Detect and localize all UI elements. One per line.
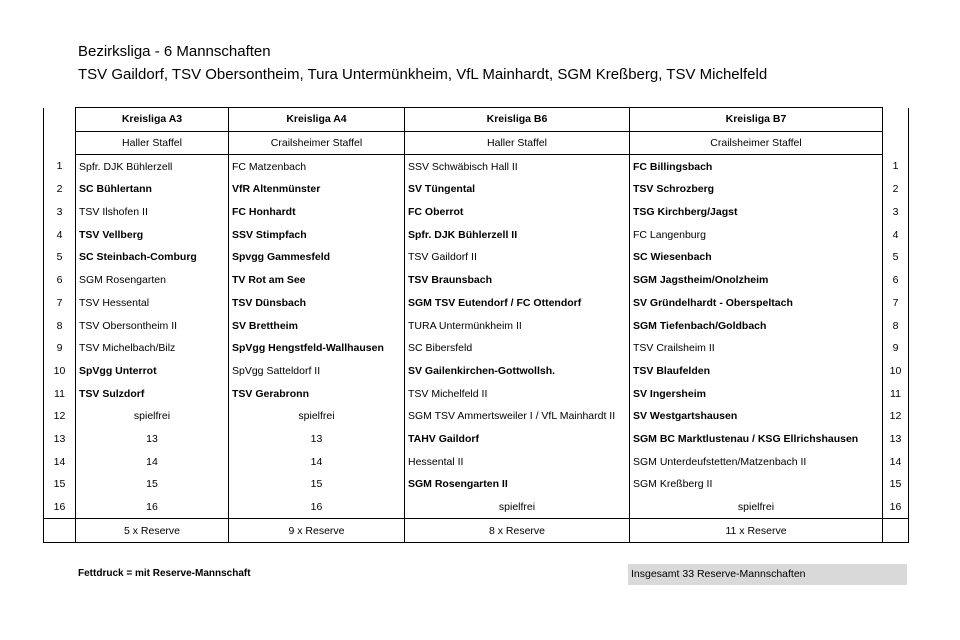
- row-number: 13: [883, 428, 909, 451]
- team-cell: FC Billingsbach: [630, 155, 883, 178]
- table-row: [44, 246, 909, 269]
- team-cell: 13: [229, 428, 405, 451]
- column-header: Kreisliga A4: [229, 108, 405, 132]
- team-cell: SC Steinbach-Comburg: [76, 246, 229, 269]
- team-cell: TSV Hessental: [76, 292, 229, 315]
- reserve-count: 11 x Reserve: [630, 519, 883, 543]
- row-number: 6: [44, 269, 76, 292]
- team-cell: SC Wiesenbach: [630, 246, 883, 269]
- team-cell: SSV Stimpfach: [229, 223, 405, 246]
- table-row: [44, 155, 909, 178]
- team-cell: 14: [76, 450, 229, 473]
- row-number: 2: [883, 178, 909, 201]
- team-cell: SGM TSV Ammertsweiler I / VfL Mainhardt II: [405, 405, 630, 428]
- row-number: 16: [883, 496, 909, 519]
- team-cell: TSV Dünsbach: [229, 292, 405, 315]
- team-cell: Spvgg Gammesfeld: [229, 246, 405, 269]
- row-number: 7: [883, 292, 909, 315]
- row-number: 4: [883, 223, 909, 246]
- row-number: 14: [883, 450, 909, 473]
- table-row: [44, 473, 909, 496]
- team-cell: SGM Rosengarten II: [405, 473, 630, 496]
- staffel-label: Haller Staffel: [405, 131, 630, 155]
- team-cell: SC Bibersfeld: [405, 337, 630, 360]
- staffel-label: Crailsheimer Staffel: [229, 131, 405, 155]
- team-cell: FC Oberrot: [405, 201, 630, 224]
- team-cell: TURA Untermünkheim II: [405, 314, 630, 337]
- row-number: 12: [44, 405, 76, 428]
- team-cell: SV Ingersheim: [630, 382, 883, 405]
- team-cell: TSV Crailsheim II: [630, 337, 883, 360]
- team-cell: TSV Vellberg: [76, 223, 229, 246]
- row-number: 14: [44, 450, 76, 473]
- row-number: 15: [883, 473, 909, 496]
- table-row: [44, 450, 909, 473]
- row-number: 11: [883, 382, 909, 405]
- team-cell: SGM Rosengarten: [76, 269, 229, 292]
- team-cell: Spfr. DJK Bühlerzell: [76, 155, 229, 178]
- row-number: 1: [883, 155, 909, 178]
- team-cell: TSV Braunsbach: [405, 269, 630, 292]
- table-row: [44, 178, 909, 201]
- team-cell: TSG Kirchberg/Jagst: [630, 201, 883, 224]
- reserve-total: Insgesamt 33 Reserve-Mannschaften: [628, 564, 907, 585]
- reserve-row: [44, 519, 909, 543]
- league-table-body: [44, 108, 909, 543]
- team-cell: 13: [76, 428, 229, 451]
- team-cell: 14: [229, 450, 405, 473]
- row-number: 7: [44, 292, 76, 315]
- team-cell: SGM Tiefenbach/Goldbach: [630, 314, 883, 337]
- spacer-cell: [883, 519, 909, 543]
- spacer-cell: [44, 131, 76, 155]
- team-cell: TSV Michelbach/Bilz: [76, 337, 229, 360]
- row-number: 3: [44, 201, 76, 224]
- table-row: [44, 405, 909, 428]
- team-cell: spielfrei: [76, 405, 229, 428]
- team-cell: SpVgg Hengstfeld-Wallhausen: [229, 337, 405, 360]
- team-cell: TSV Ilshofen II: [76, 201, 229, 224]
- table-row: [44, 201, 909, 224]
- table-header-row: [44, 108, 909, 132]
- table-row: [44, 382, 909, 405]
- row-number: 12: [883, 405, 909, 428]
- team-cell: SV Tüngental: [405, 178, 630, 201]
- staffel-label: Haller Staffel: [76, 131, 229, 155]
- team-cell: SV Gailenkirchen-Gottwollsh.: [405, 360, 630, 383]
- team-cell: TSV Blaufelden: [630, 360, 883, 383]
- row-number: 9: [44, 337, 76, 360]
- row-number: 4: [44, 223, 76, 246]
- team-cell: 16: [229, 496, 405, 519]
- table-row: [44, 496, 909, 519]
- team-cell: SGM BC Marktlustenau / KSG Ellrichshausen: [630, 428, 883, 451]
- team-cell: TSV Schrozberg: [630, 178, 883, 201]
- staffel-label: Crailsheimer Staffel: [630, 131, 883, 155]
- team-cell: SpVgg Satteldorf II: [229, 360, 405, 383]
- team-cell: SGM Unterdeufstetten/Matzenbach II: [630, 450, 883, 473]
- team-cell: SC Bühlertann: [76, 178, 229, 201]
- row-number: 1: [44, 155, 76, 178]
- team-cell: 16: [76, 496, 229, 519]
- team-cell: spielfrei: [229, 405, 405, 428]
- team-cell: 15: [229, 473, 405, 496]
- spacer-cell: [44, 519, 76, 543]
- row-number: 16: [44, 496, 76, 519]
- row-number: 5: [44, 246, 76, 269]
- row-number: 3: [883, 201, 909, 224]
- row-number: 8: [883, 314, 909, 337]
- team-cell: 15: [76, 473, 229, 496]
- table-row: [44, 292, 909, 315]
- team-cell: spielfrei: [630, 496, 883, 519]
- row-number: 5: [883, 246, 909, 269]
- corner-cell-left: [44, 108, 76, 132]
- team-cell: FC Matzenbach: [229, 155, 405, 178]
- team-cell: Spfr. DJK Bühlerzell II: [405, 223, 630, 246]
- column-header: Kreisliga B6: [405, 108, 630, 132]
- team-cell: TAHV Gaildorf: [405, 428, 630, 451]
- table-row: [44, 360, 909, 383]
- team-cell: TV Rot am See: [229, 269, 405, 292]
- row-number: 10: [44, 360, 76, 383]
- table-row: [44, 314, 909, 337]
- team-cell: SSV Schwäbisch Hall II: [405, 155, 630, 178]
- table-row: [44, 269, 909, 292]
- table-subheader-row: [44, 131, 909, 155]
- team-cell: TSV Gaildorf II: [405, 246, 630, 269]
- team-cell: FC Langenburg: [630, 223, 883, 246]
- team-cell: SV Brettheim: [229, 314, 405, 337]
- corner-cell-right: [883, 108, 909, 132]
- table-row: [44, 337, 909, 360]
- team-cell: SGM TSV Eutendorf / FC Ottendorf: [405, 292, 630, 315]
- table-row: [44, 223, 909, 246]
- team-cell: SV Gründelhardt - Oberspeltach: [630, 292, 883, 315]
- team-cell: SV Westgartshausen: [630, 405, 883, 428]
- column-header: Kreisliga B7: [630, 108, 883, 132]
- team-cell: TSV Sulzdorf: [76, 382, 229, 405]
- row-number: 13: [44, 428, 76, 451]
- team-cell: FC Honhardt: [229, 201, 405, 224]
- page-title: Bezirksliga - 6 Mannschaften: [78, 43, 271, 60]
- reserve-count: 5 x Reserve: [76, 519, 229, 543]
- row-number: 8: [44, 314, 76, 337]
- team-cell: SpVgg Unterrot: [76, 360, 229, 383]
- bold-legend: Fettdruck = mit Reserve-Mannschaft: [78, 568, 251, 579]
- reserve-count: 9 x Reserve: [229, 519, 405, 543]
- team-cell: SGM Jagstheim/Onolzheim: [630, 269, 883, 292]
- reserve-count: 8 x Reserve: [405, 519, 630, 543]
- table-row: [44, 428, 909, 451]
- team-cell: TSV Obersontheim II: [76, 314, 229, 337]
- spacer-cell: [883, 131, 909, 155]
- page-subtitle: TSV Gaildorf, TSV Obersontheim, Tura Untermünkheim, VfL Mainhardt, SGM Kreßberg, TSV Michelfeld: [78, 66, 768, 83]
- team-cell: TSV Michelfeld II: [405, 382, 630, 405]
- team-cell: SGM Kreßberg II: [630, 473, 883, 496]
- team-cell: spielfrei: [405, 496, 630, 519]
- row-number: 6: [883, 269, 909, 292]
- row-number: 10: [883, 360, 909, 383]
- team-cell: TSV Gerabronn: [229, 382, 405, 405]
- row-number: 2: [44, 178, 76, 201]
- row-number: 15: [44, 473, 76, 496]
- row-number: 11: [44, 382, 76, 405]
- league-table: [43, 107, 909, 543]
- team-cell: Hessental II: [405, 450, 630, 473]
- column-header: Kreisliga A3: [76, 108, 229, 132]
- row-number: 9: [883, 337, 909, 360]
- team-cell: VfR Altenmünster: [229, 178, 405, 201]
